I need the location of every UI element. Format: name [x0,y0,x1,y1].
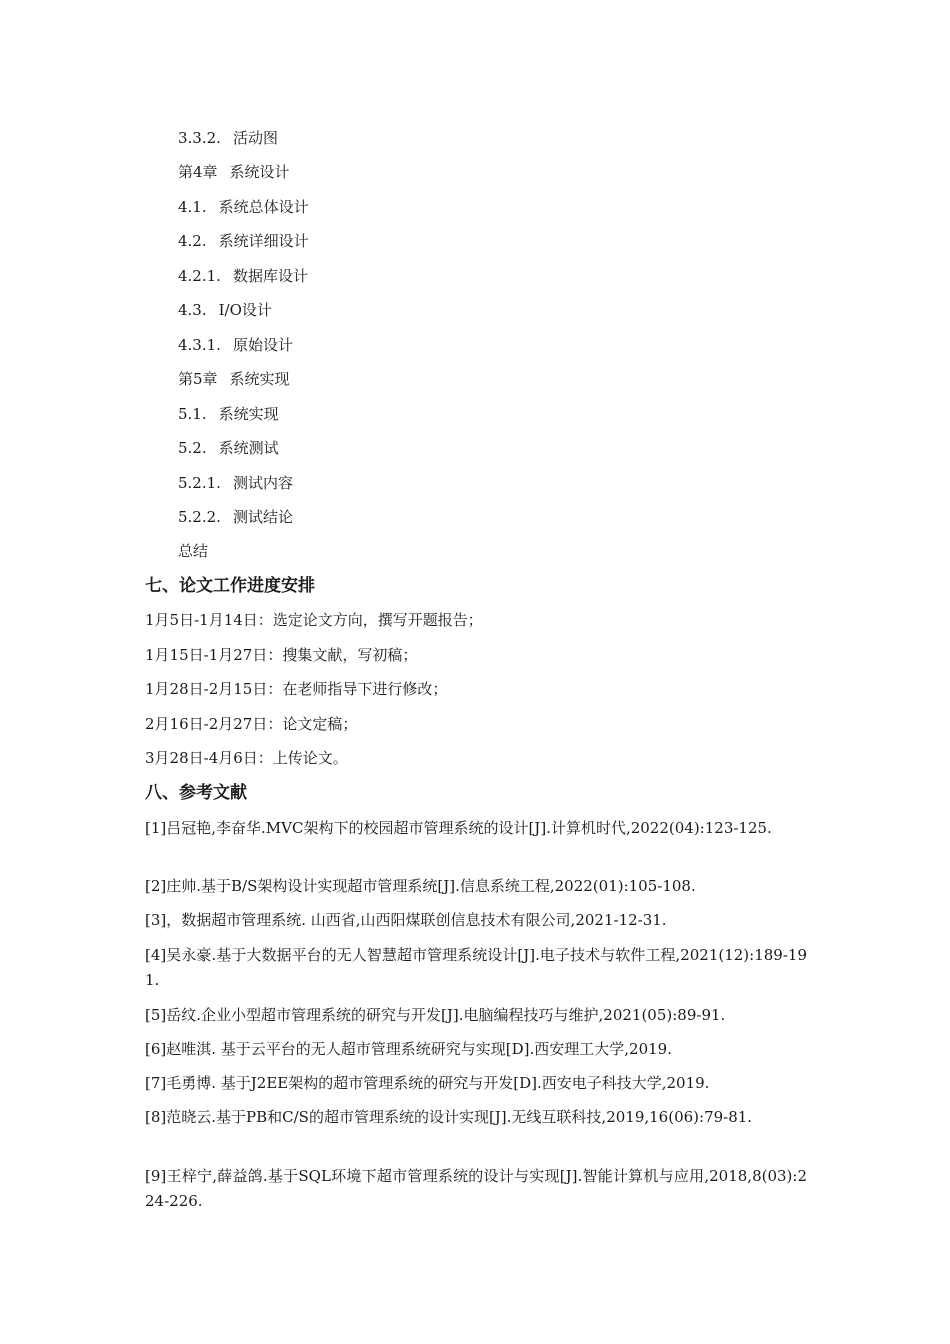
toc-entry [178,473,293,493]
reference-item: [4]吴永豪.基于大数据平台的无人智慧超市管理系统设计[J].电子技术与软件工程,2021(12):189-191. [145,946,807,989]
toc-entry-number: 5.1. [178,405,207,423]
reference-item: [9]王梓宁,薛益鸽.基于SQL环境下超市管理系统的设计与实现[J].智能计算机与应用,2018,8(03):224-226. [145,1167,807,1210]
schedule-item: 1月15日-1月27日：搜集文献，写初稿； [145,646,418,664]
toc-entry [178,335,293,355]
toc-entry-number: 5.2. [178,439,207,457]
reference-item: [1]吕冠艳,李奋华.MVC架构下的校园超市管理系统的设计[J].计算机时代,2022(04):123-125. [145,819,772,837]
toc-entry-number: 4.3.1. [178,336,221,354]
toc-entry-number: 4.2. [178,232,207,250]
reference-item: [3]，数据超市管理系统. 山西省,山西阳煤联创信息技术有限公司,2021-12-31. [145,911,667,929]
toc-entry-title: 系统测试 [218,439,279,457]
toc-entry [178,369,290,389]
toc-entry [178,541,208,561]
section-heading-references: 八、参考文献 [145,783,247,803]
toc-entry [178,507,293,527]
toc-entry-number: 4.2.1. [178,267,221,285]
toc-entry [178,197,309,217]
toc-entry-title: 系统总体设计 [218,198,309,216]
toc-entry-title: 总结 [178,542,209,560]
schedule-item: 1月5日-1月14日：选定论文方向，撰写开题报告； [145,611,483,629]
toc-entry-title: 系统实现 [229,370,290,388]
schedule-item: 3月28日-4月6日：上传论文。 [145,749,348,767]
reference-item: [7]毛勇博. 基于J2EE架构的超市管理系统的研究与开发[D].西安电子科技大学,2019. [145,1074,710,1092]
toc-entry-title: 活动图 [232,129,278,147]
schedule-item: 2月16日-2月27日：论文定稿； [145,715,358,733]
toc-entry [178,438,279,458]
toc-entry [178,404,279,424]
toc-entry-number: 第5章 [178,370,218,388]
section-heading-schedule: 七、论文工作进度安排 [145,576,315,596]
toc-entry-title: 测试结论 [232,508,293,526]
toc-entry-title: 系统实现 [218,405,279,423]
toc-entry [178,300,272,320]
toc-entry [178,128,278,148]
reference-item: [5]岳纹.企业小型超市管理系统的研究与开发[J].电脑编程技巧与维护,2021(05):89-91. [145,1006,726,1024]
reference-item: [2]庄帅.基于B/S架构设计实现超市管理系统[J].信息系统工程,2022(01):105-108. [145,877,696,895]
schedule-item: 1月28日-2月15日：在老师指导下进行修改； [145,680,448,698]
toc-entry-number: 4.3. [178,301,207,319]
toc-entry [178,162,290,182]
toc-entry-title: 测试内容 [232,474,293,492]
toc-entry [178,231,309,251]
toc-entry-number: 3.3.2. [178,129,221,147]
toc-entry-title: I/O设计 [218,301,272,319]
toc-entry-title: 原始设计 [232,336,293,354]
toc-entry [178,266,308,286]
reference-item: [8]范晓云.基于PB和C/S的超市管理系统的设计实现[J].无线互联科技,2019,16(06):79-81. [145,1108,753,1126]
toc-entry-number: 5.2.1. [178,474,221,492]
toc-entry-number: 4.1. [178,198,207,216]
toc-entry-title: 系统设计 [229,163,290,181]
toc-entry-title: 数据库设计 [232,267,308,285]
toc-entry-title: 系统详细设计 [218,232,309,250]
reference-item: [6]赵唯淇. 基于云平台的无人超市管理系统研究与实现[D].西安理工大学,2019. [145,1040,672,1058]
toc-entry-number: 第4章 [178,163,218,181]
toc-entry-number: 5.2.2. [178,508,221,526]
